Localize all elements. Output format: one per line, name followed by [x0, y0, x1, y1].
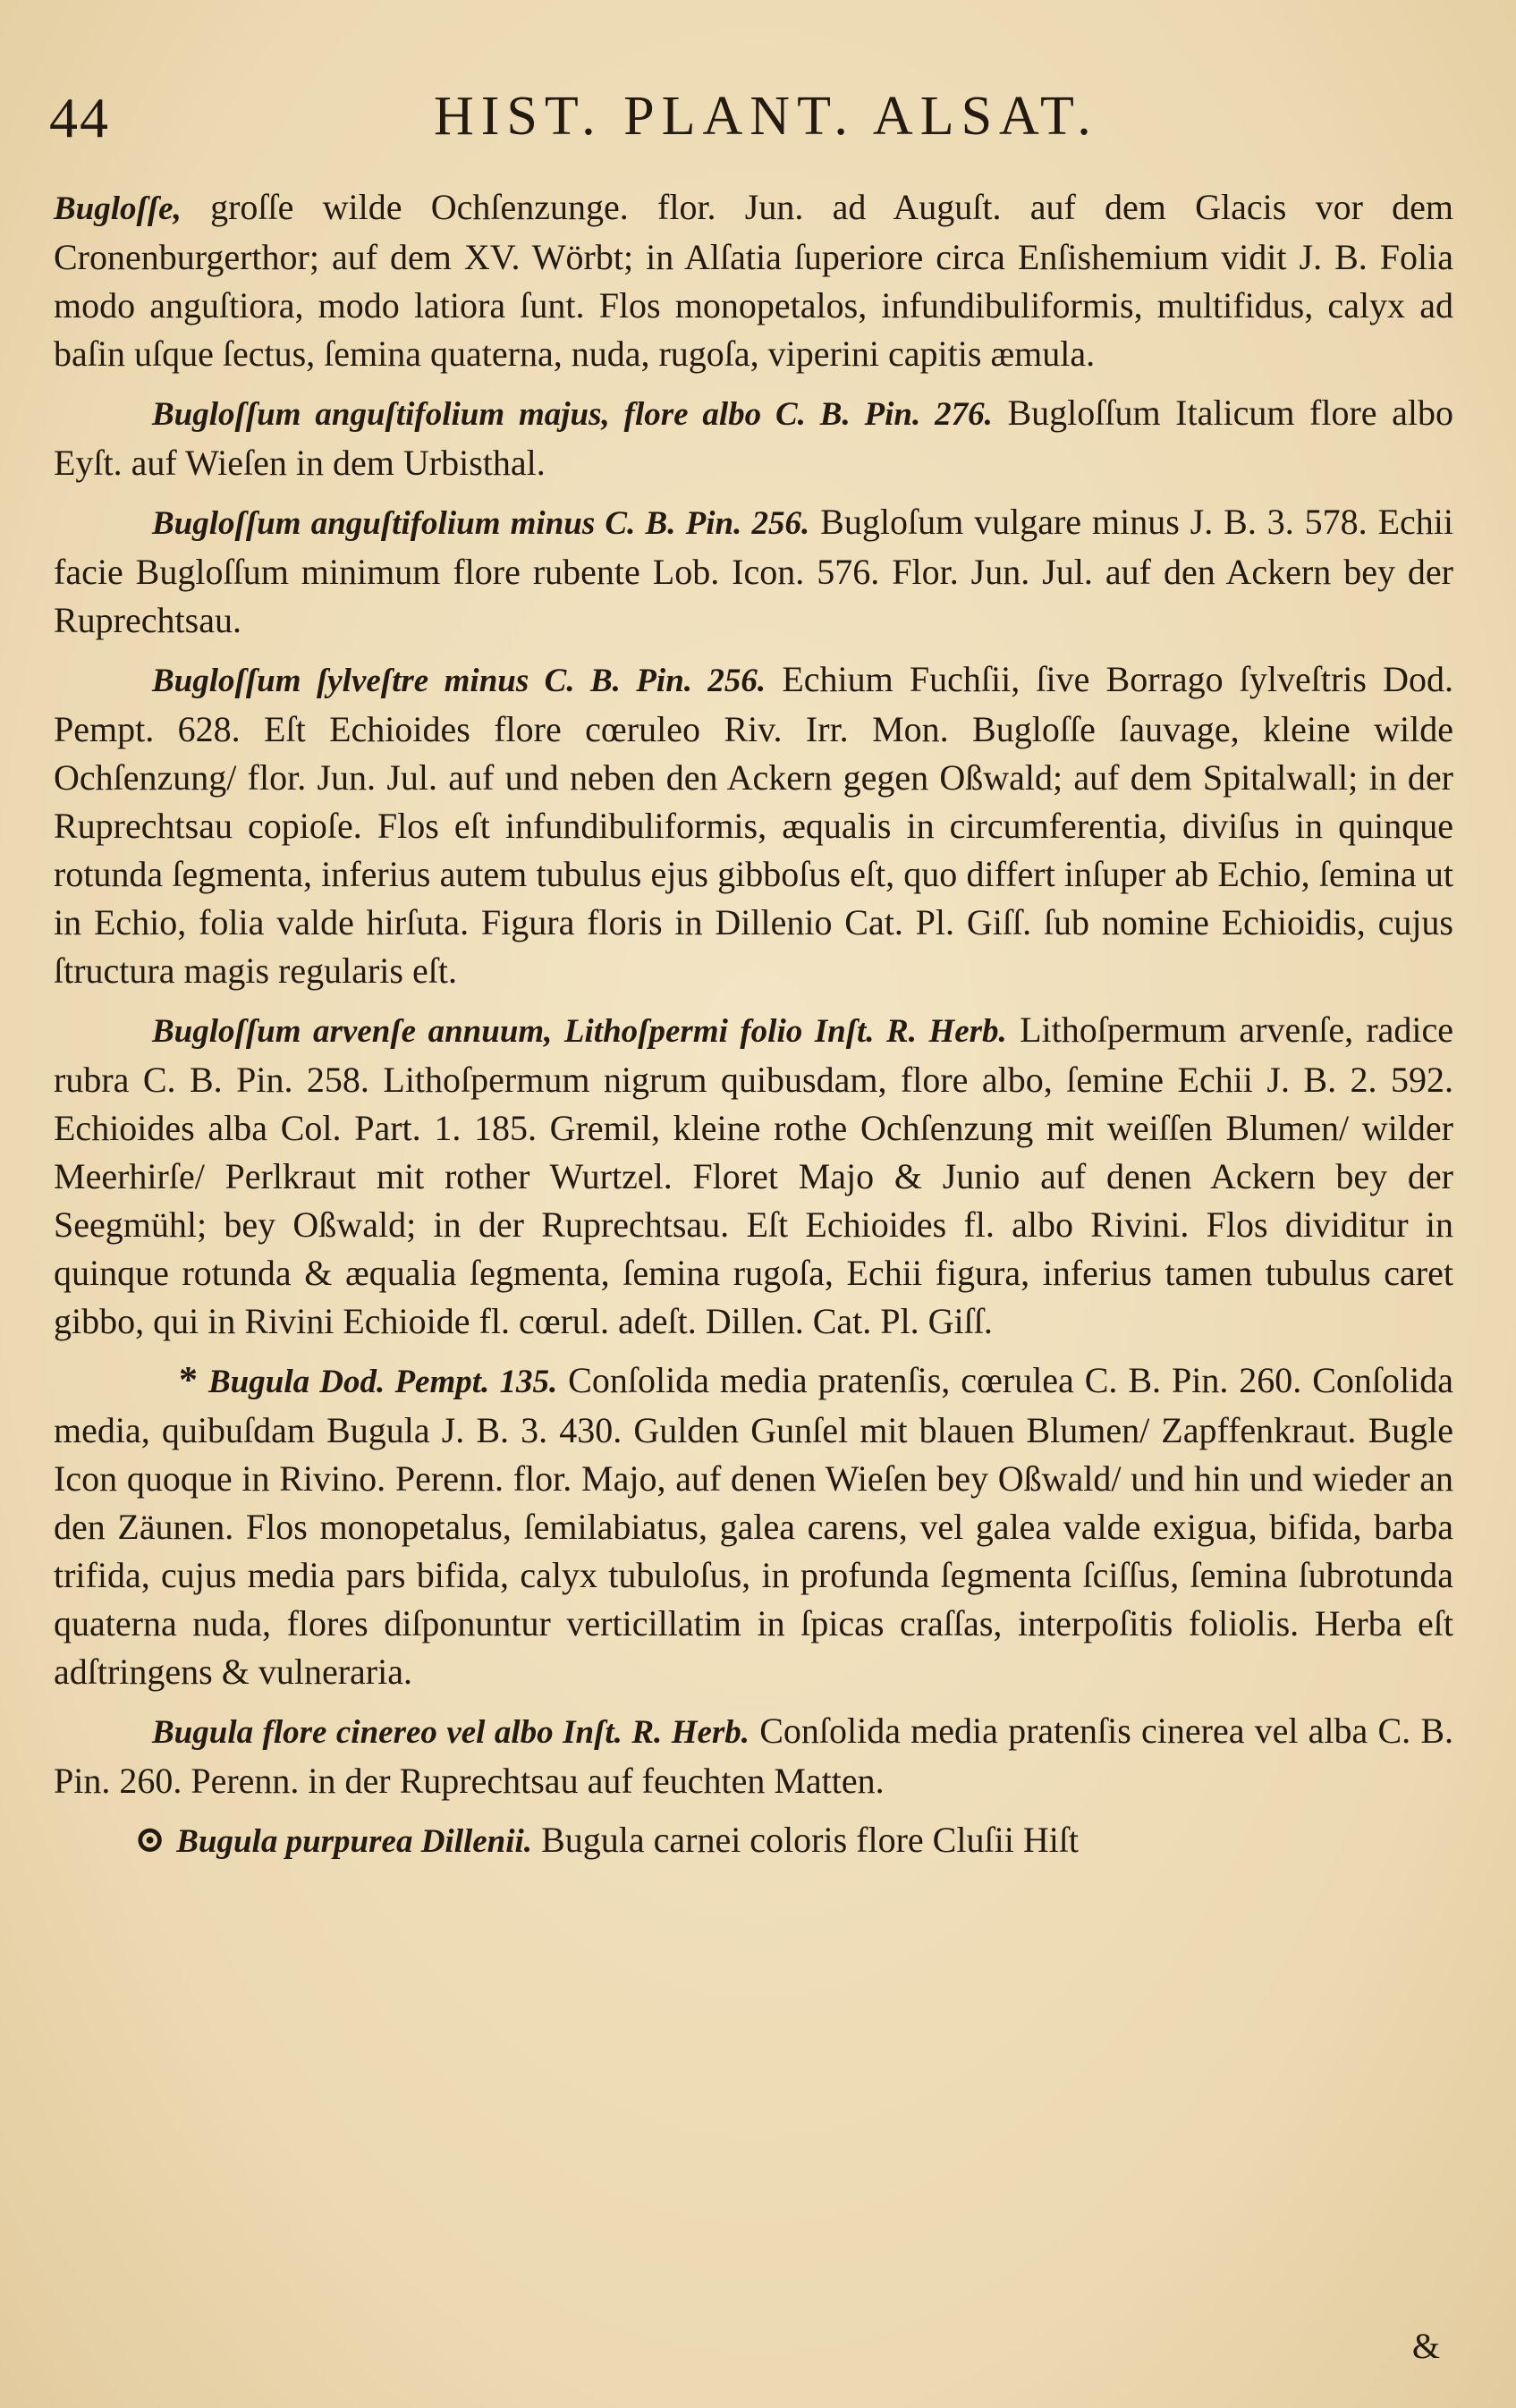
page-header [49, 85, 1444, 165]
entry-text: Echium Fuchſii, ſive Borrago ſylveſtris Dod. Pempt. 628. Eſt Echioides flore cœruleo Riv. Irr. Mon. Bugloſſe ſauvage, kleine wilde Ochſenzung/ flor. Jun. Jul. auf und neben den Ackern gegen Oßwald; auf dem Spitalwall; in der Ruprechtsau copioſe. Flos eſt infundibuliformis, æqualis in circumferentia, diviſus in quinque rotunda ſegmenta, inferius autem tubulus ejus gibboſus eſt, quo differt inſuper ab Echio, ſemina ut in Echio, folia valde hirſuta. Figura floris in Dillenio Cat. Pl. Giſſ. ſub nomine Echioidis, cujus ſtructura magis regularis eſt. [54, 659, 1453, 991]
entry-buglossum-angustifolium-majus [54, 389, 1453, 487]
entry-lead: Bugloſſum arvenſe annuum, Lithoſpermi folio Inſt. R. Herb. [152, 1013, 1007, 1050]
entry-text: Conſolida media pratenſis, cœrulea C. B. Pin. 260. Conſolida media, quibuſdam Bugula J. B. 3. 430. Gulden Gunſel mit blauen Blumen/ Zapffenkraut. Bugle Icon quoque in Rivino. Perenn. flor. Majo, auf denen Wieſen bey Oßwald/ und hin und wieder an den Zäunen. Flos monopetalus, ſemilabiatus, galea carens, vel galea valde exigua, bifida, barba trifida, cujus media pars bifida, calyx tubuloſus, in profunda ſegmenta ſciſſus, ſemina ſubrotunda quaterna nuda, flores diſponuntur verticillatim in ſpicas craſſas, interpoſitis foliolis. Herba eſt adſtringens & vulneraria. [54, 1360, 1453, 1692]
entry-lead: Bugloſſum anguſtifolium majus, flore albo C. B. Pin. 276. [152, 396, 993, 433]
entry-bugula-cinereo [54, 1707, 1453, 1805]
entry-lead: Bugloſſe, [54, 190, 182, 227]
entry-lead: Bugula purpurea Dillenii. [176, 1823, 533, 1860]
entry-bugula [54, 1356, 1453, 1696]
entry-bugula-purpurea [54, 1816, 1453, 1866]
entry-text: Bugloſum vulgare minus J. B. 3. 578. Echii facie Bugloſſum minimum flore rubente Lob. Icon. 576. Flor. Jun. Jul. auf den Ackern bey der Ruprechtsau. [54, 502, 1453, 640]
entry-text: groſſe wilde Ochſenzunge. flor. Jun. ad Auguſt. auf dem Glacis vor dem Cronenburgerthor; auf dem XV. Wörbt; in Alſatia ſuperiore circa Enſishemium vidit J. B. Folia modo anguſtiora, modo latiora ſunt. Flos monopetalos, infundibuliformis, multifidus, calyx ad baſin uſque ſectus, ſemina quaterna, nuda, rugoſa, viperini capitis æmula. [54, 187, 1454, 374]
catchword: & [1411, 2326, 1440, 2366]
entry-text: Lithoſpermum arvenſe, radice rubra C. B. Pin. 258. Lithoſpermum nigrum quibusdam, flore albo, ſemine Echii J. B. 2. 592. Echioides alba Col. Part. 1. 185. Gremil, kleine rothe Ochſenzung mit weiſſen Blumen/ wilder Meerhirſe/ Perlkraut mit rother Wurtzel. Floret Majo & Junio auf denen Ackern bey der Seegmühl; bey Oßwald; in der Ruprechtsau. Eſt Echioides fl. albo Rivini. Flos dividitur in quinque rotunda & æqualia ſegmenta, ſemina rugoſa, Echii figura, inferius tamen tubulus caret gibbo, qui in Rivini Echioide fl. cœrul. adeſt. Dillen. Cat. Pl. Giſſ. [54, 1010, 1454, 1341]
annual-symbol-icon: ⊙ [134, 1820, 166, 1861]
page-number: 44 [49, 86, 110, 149]
entry-text: Bugula carnei coloris flore Cluſii Hiſt [541, 1820, 1080, 1860]
entry-buglossum-arvense [54, 1006, 1453, 1346]
entry-lead: Bugula flore cinereo vel albo Inſt. R. Herb. [152, 1714, 750, 1751]
entry-buglossum-angustifolium-minus [54, 498, 1453, 645]
entry-lead: Bugula Dod. Pempt. 135. [208, 1364, 558, 1400]
entry-buglossum-sylvestre [54, 655, 1453, 995]
entry-lead: Bugloſſum ſylveſtre minus C. B. Pin. 256. [152, 663, 766, 699]
page-body [54, 183, 1453, 1877]
asterisk-marker: * [179, 1360, 198, 1401]
entry-buglosse [54, 183, 1453, 378]
entry-lead: Bugloſſum anguſtifolium minus C. B. Pin. 256. [152, 505, 810, 542]
entry-text: Bugloſſum Italicum flore albo Eyſt. auf Wieſen in dem Urbisthal. [54, 393, 1453, 483]
entry-text: Conſolida media pratenſis cinerea vel alba C. B. Pin. 260. Perenn. in der Ruprechtsau auf feuchten Matten. [54, 1711, 1453, 1801]
running-head: HIST. PLANT. ALSAT. [434, 86, 1098, 147]
